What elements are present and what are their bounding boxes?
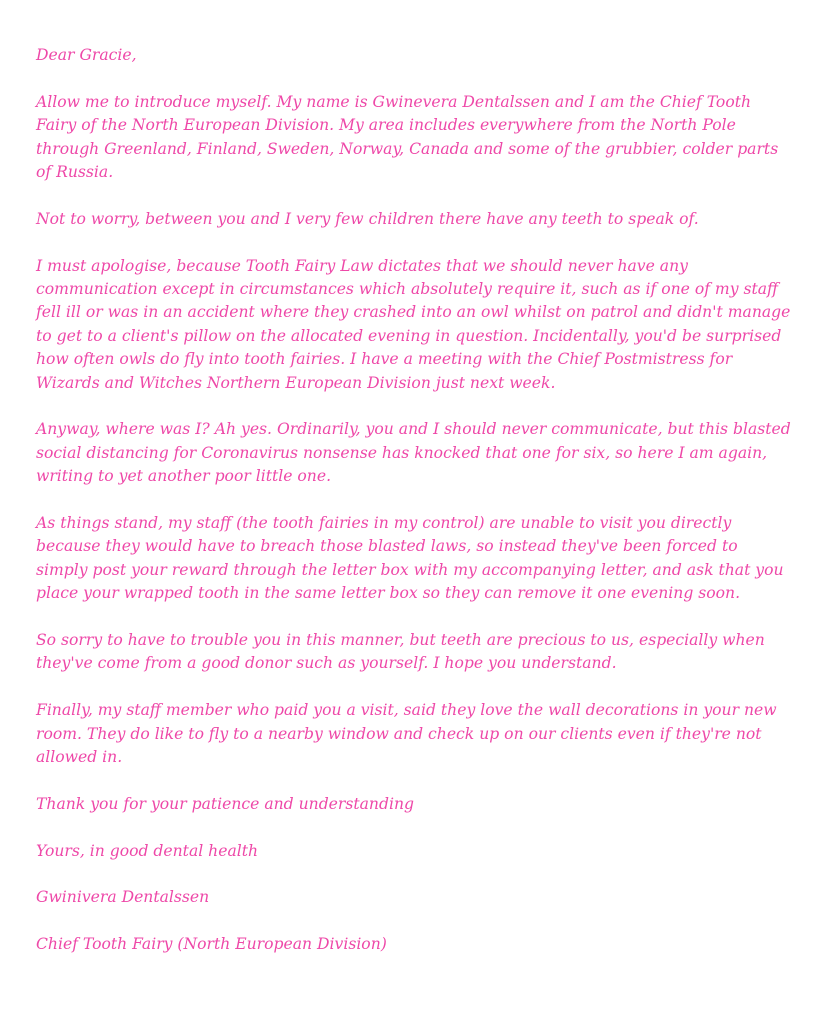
letter-paragraph-things-stand: As things stand, my staff (the tooth fairies in my control) are unable to visit you directly because they would have to breach those blasted laws, so instead they've been forced to simply post your reward through the letter box with my accompanying letter, and ask that you place your wrapped tooth in the same letter box so they can remove it one evening soon. [36, 514, 784, 603]
letter-paragraph-apology: I must apologise, because Tooth Fairy Law dictates that we should never have any communication except in circumstances which absolutely require it, such as if one of my staff fell ill or was in an accident where they crashed into an owl whilst on patrol and didn't manage to get to a client's pillow on the allocated evening in question. Incidentally, you'd be surprised how often owls do fly into tooth fairies. I have a meeting with the Chief Postmistress for Wizards and Witches Northern European Division just next week. [36, 256, 791, 392]
letter-signature: Gwinivera Dentalssen [36, 888, 210, 907]
letter-signer-title: Chief Tooth Fairy (North European Division) [36, 935, 387, 954]
letter-paragraph-thanks: Thank you for your patience and understanding [36, 794, 414, 813]
letter-paragraph-not-to-worry: Not to worry, between you and I very few children there have any teeth to speak of. [36, 209, 699, 228]
letter-greeting: Dear Gracie, [36, 46, 137, 64]
letter-paragraph-sorry: So sorry to have to trouble you in this manner, but teeth are precious to us, especially when they've come from a good donor such as yourself. I hope you understand. [36, 631, 765, 673]
letter-paragraph-anyway: Anyway, where was I? Ah yes. Ordinarily, you and I should never communicate, but this blasted social distancing for Coronavirus nonsense has knocked that one for six, so here I am again, writing to yet another poor little one. [36, 420, 791, 486]
letter-body [36, 44, 792, 980]
letter-closing: Yours, in good dental health [36, 841, 259, 860]
letter-paragraph-intro: Allow me to introduce myself. My name is Gwinevera Dentalssen and I am the Chief Tooth Fairy of the North European Division. My area includes everywhere from the North Pole through Greenland, Finland, Sweden, Norway, Canada and some of the grubbier, colder parts of Russia. [36, 92, 779, 182]
letter-paragraph-finally: Finally, my staff member who paid you a visit, said they love the wall decorations in your new room. They do like to fly to a nearby window and check up on our clients even if they're not allowed in. [36, 701, 777, 767]
